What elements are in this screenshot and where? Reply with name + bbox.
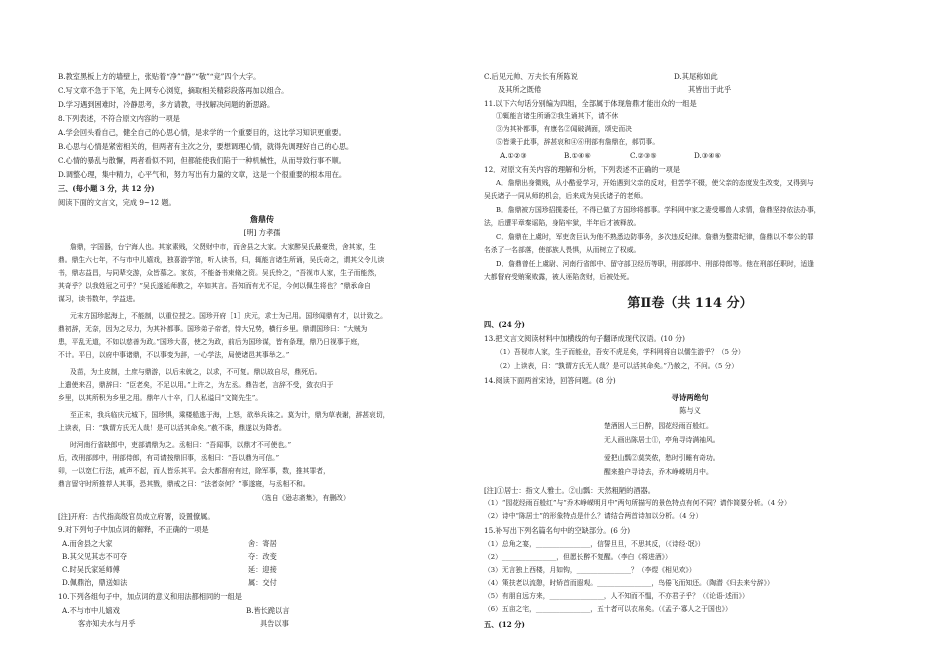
q14-item: （1）“园花经雨百般红”与“乔木峥嵘明月中”两句所描写的景色特点有何不同？请作简要分析。（4 分） bbox=[484, 499, 791, 507]
passage-title: 詹鼎传 bbox=[250, 214, 274, 224]
q15-item: （1）总角之宴，________________，信誓旦旦，不思其反，（《诗经·氓》） bbox=[484, 540, 705, 548]
passage-line: 鼎初辞，无奈，因为之尽力，为其补都事。国珍弟子帝者，恃大兄势，横行乡里。鼎谓国珍曰：“大贼为 bbox=[58, 325, 368, 333]
question-11: 11.以下六句话分别编为四组，全部属于体现詹鼎才能出众的一组是 bbox=[484, 99, 697, 108]
q15-item: （5）有朋自远方来，________________，人不知而不愠，不亦君子乎？（《论语·述而》） bbox=[484, 592, 749, 600]
poem-line: 楚酒困人三日醉，园花经雨百般红。 bbox=[604, 422, 713, 430]
q9-option-c: C.时吴氏家延师傅 bbox=[62, 565, 120, 574]
q13-item: （2）上读表，曰：“孰谓方氏无人哉？是可以活其命矣。”乃赦之，不问。（5 分） bbox=[496, 362, 739, 370]
question-15: 15.补写出下列名篇名句中的空缺部分。(6 分) bbox=[484, 526, 631, 535]
section-5-heading: 五、(12 分) bbox=[484, 620, 525, 629]
passage-line: 时河南行省缺郎中，吏部请鼎为之。丞相曰：“吾闻事，以鼎才不可使也。” bbox=[70, 441, 292, 449]
q12-line: 吴氏诸子一同从师的机会，后来成为吴氏诸子的老师。 bbox=[484, 192, 648, 200]
section-3-note: 阅读下面的文言文，完成 9~12 题。 bbox=[58, 198, 176, 207]
q15-item: （6）五亩之宅，________________，五十者可以衣帛矣。（《孟子·寡人之于国也》） bbox=[484, 605, 732, 613]
passage-line: 谋习，读书数年，学益进。 bbox=[58, 295, 140, 303]
option-line: C.心情的暴乱与散懈，两者看似不同，但都能使我们陷于一种机械性，从而导致行事不顺。 bbox=[58, 156, 346, 165]
q12-line: C．詹鼎在上虞时，军吏贪巨认为他不熟悉边防事务，多次违反纪律。詹鼎为整肃纪律，詹鼎以不奉公的罪 bbox=[496, 233, 814, 241]
q10-option-d-line2: 其皆出于此乎 bbox=[688, 85, 732, 94]
q14-item: （2）诗中“陈居士”的形象特点是什么？请结合两首诗加以分析。（4 分） bbox=[484, 512, 703, 520]
passage-line: 书，鼎志益昌，与同辈交游，众皆慕之。家贫，不能备书束脩之资。吴氏怜之，“吾视市人家，生子而能然， bbox=[58, 269, 381, 277]
passage-line: 鼎言留守时所推荐人其事，恐其戮，鼎戒之曰：“法者奈何？”事遂寝，与丞相不和。 bbox=[58, 480, 310, 488]
q11-item: ⑤皆秉于此事，辞甚哀和④⑥刑部有詹鼎在，郝罚事。 bbox=[496, 138, 660, 146]
passage-line: 患，平乱无道，不如以慈善为政。”国珍大喜，使之为政，前后为国珍谋，皆有条理，鼎乃日视事于庭， bbox=[58, 338, 364, 346]
q15-item: （4）策扶老以流憩，时矫首而遐观。________________，鸟倦飞而知还。（陶潜《归去来兮辞》） bbox=[484, 579, 774, 587]
passage-line: 及苗，为土皮制，土庶与鼎游，以后未就之，以求，不可复。鼎以故自尽，鼎死后。 bbox=[70, 368, 322, 376]
poem-author: 陈与义 bbox=[679, 406, 701, 415]
q13-item: （1）吾视市人家，生子而能业，吾安不虎足矣，学科网将自以儒生游乎？（5 分） bbox=[496, 348, 745, 356]
q10-option-c: C.后见元帅、万夫长有所陈说 bbox=[484, 72, 578, 81]
section-3-heading: 三、(每小题 3 分，共 12 分) bbox=[58, 184, 155, 193]
q11-option-d: D.③④⑥ bbox=[694, 151, 722, 160]
passage-line: 鼎。鼎生六七年，不与市中儿嬉戏，独喜游学馆，听人读书，归，辄能言诸生所诵，吴氏奇之，谓其父令儿读 bbox=[58, 256, 385, 264]
q11-item: ③为其补都事，有康名②闻破满面，颂史而决 bbox=[496, 125, 632, 133]
q9-option-d: D.佩鼎治，鼎送如法 bbox=[62, 578, 128, 587]
passage-line: 詹鼎，字国器，台宁海人也。其家素贱，父贤财中市，而舍县之大家。大家醉吴氏最豪贵，舍其家，生 bbox=[70, 243, 376, 251]
option-line: D.学习遇到困难时，冷静思考，多方请教，寻找解决问题的新思路。 bbox=[58, 100, 275, 109]
q11-option-c: C.②③⑤ bbox=[630, 151, 657, 160]
passage-line: 元末方国珍起海上，不能制，以重位授之。国珍开府［1］庆元，求士为己用。国珍闻鼎有才，以计致之。 bbox=[70, 312, 387, 320]
q9-option-a-gloss: 舍：寄居 bbox=[248, 539, 277, 548]
q11-item: ①辄能言诸生所诵②我生诵其下，请不休 bbox=[496, 112, 619, 120]
q9-option-b: B.其父见其志不可夺 bbox=[62, 552, 128, 561]
question-10: 10.下列各组句子中，加点词的意义和用法都相同的一组是 bbox=[58, 592, 242, 601]
passage-line: 不计。平日，以府中事诸鼎，不以事变为辞，一心学法，局使诸邑其事举之。” bbox=[58, 351, 290, 359]
q11-option-a: A.①②③ bbox=[500, 151, 527, 160]
option-line: C.写文章不急于下笔，先上网专心浏览，摘取相关精彩段落再加以组合。 bbox=[58, 86, 289, 95]
option-line: A.学会回头看自己，健全自己的心思心情，是求学的一个重要目的，这比学习知识更重要。 bbox=[58, 128, 346, 137]
q15-item: （2）________________，但愿长醉不复醒。（李白《将进酒》） bbox=[484, 553, 672, 561]
q10-option-a: A.不与市中儿嬉戏 bbox=[62, 606, 120, 615]
q12-line: 法，后遭平章秦谣陷，身陷牢狱，半年后才被释放。 bbox=[484, 219, 641, 227]
option-line: B.教室黑板上方的墙壁上，张贴着“净”“静”“敬”“竞”四个大字。 bbox=[58, 72, 261, 81]
q9-option-b-gloss: 夺：改变 bbox=[248, 552, 277, 561]
passage-line: 上遣使来召，鼎辞曰：“臣老矣，不足以用。”上许之，为左丞。鼎告老，言辞不受，敛衣归于 bbox=[58, 381, 334, 389]
passage-line: 卯，一以宽仁行法，戚声不起，而人皆乐其平。会大都督府有过，除军事，数，推其罪者， bbox=[58, 467, 330, 475]
section-4-heading: 四、(24 分) bbox=[484, 320, 525, 329]
passage-line: 后，改刑部郎中，刑部侍郎，有司请按鼎旧事，丞相曰：“吾以鼎为可信。” bbox=[58, 454, 280, 462]
passage-line: 乡里，以其所积为乡里之用。鼎年八十卒，门人私谥曰“文简先生”。 bbox=[58, 394, 263, 402]
q9-option-a: A.而舍县之大家 bbox=[62, 539, 113, 548]
passage-source: （选自《逊志斋集》，有删改） bbox=[258, 494, 350, 502]
q12-line: 名杀了一名部落，使部族人畏惧，从而树立了权威。 bbox=[484, 246, 641, 254]
option-line: B.心思与心情是紧密相关的，但两者有主次之分，要想调理心情，就得先调理好自己的心思。 bbox=[58, 142, 354, 151]
q11-option-b: B.①④⑥ bbox=[564, 151, 591, 160]
q12-line: A．詹鼎出身微贱，从小酷爱学习，开始遇到父亲的反对，但苦学不辍，使父亲的态度发生改变，又得到与 bbox=[496, 179, 814, 187]
q10-option-b: B.皆长跪以言 bbox=[246, 606, 290, 615]
q9-option-c-gloss: 延：迎接 bbox=[248, 565, 277, 574]
poem-line: 无人画出陈居士①，亭角寻诗满袖风。 bbox=[604, 436, 720, 444]
poem-line: 醒来推户寻诗去，乔木峥嵘明月中。 bbox=[604, 468, 713, 476]
question-8: 8.下列表述，不符合原文内容的一项是 bbox=[58, 114, 180, 123]
q12-line: 大都督府受贿案败露，被人诬陷贪财，后被处死。 bbox=[484, 273, 634, 281]
q10-option-d: D.其尾称如此 bbox=[674, 72, 718, 81]
poem-note: [注]①居士：指文人雅士。②山瓢：天然粗陋的酒器。 bbox=[484, 486, 655, 495]
passage-author: [明] 方孝孺 bbox=[243, 228, 281, 237]
q10-option-c-line2: 及其所之既倦 bbox=[498, 85, 542, 94]
question-14: 14.阅读下面两首宋诗，回答问题。(8 分) bbox=[484, 376, 616, 385]
option-line: D.调整心理，集中精力，心平气和，努力写出有力量的文章，这是一个很重要的根本用在。 bbox=[58, 170, 347, 179]
passage-line: 至正末，我兵临庆元城下，国珍惧，乘楼船逃于海，上怒，欲举兵诛之。莫为计，鼎为草表谢，辞甚哀切， bbox=[70, 411, 390, 419]
q10-option-b-line2: 具告以事 bbox=[260, 619, 289, 628]
passage-line: 其奇乎？以我姓冠之可乎？”吴氏遂延师教之，卒如其言。吾知而有尤不足，今何以佩生将也？”鼎承命自 bbox=[58, 282, 371, 290]
q9-option-d-gloss: 属：交付 bbox=[248, 578, 277, 587]
question-12: 12．对原文有关内容的理解和分析，下列表述不正确的一项是 bbox=[484, 165, 681, 174]
q10-option-a-line2: 客亦知夫水与月乎 bbox=[78, 619, 136, 628]
question-9: 9.对下列句子中加点词的解释，不正确的一项是 bbox=[58, 525, 209, 534]
poem-line: 爱把山瓢②莫笑侬，愁时引睡有奇功。 bbox=[604, 454, 720, 462]
footnote: [注]开府：古代指高级官员成立府署，设置僚属。 bbox=[58, 512, 215, 521]
part-2-heading: 第Ⅱ卷（共 114 分） bbox=[627, 296, 753, 311]
q12-line: D．詹鼎曾任上虞尉、河南行省郎中、留守部卫经历等职，刑部郎中、刑部侍郎等。他在刑部任职时，适逢 bbox=[496, 260, 815, 268]
q15-item: （3）无言独上西楼，月如钩，________________？（李煜《相见欢》） bbox=[484, 566, 696, 574]
poem-title: 寻诗两绝句 bbox=[671, 393, 709, 402]
passage-line: 上读表，曰：“孰谓方氏无人哉！是可以活其命矣。”赦不诛，鼎遂以为降者。 bbox=[58, 424, 286, 432]
q12-line: B．詹鼎被方国珍招揽委任，不得已做了方国珍将都事。学科网中家之妻受哪兽人求情，詹鼎坚持依法办事， bbox=[496, 206, 821, 214]
question-13: 13.把文言文阅读材料中加横线的句子翻译成现代汉语。(10 分) bbox=[484, 334, 685, 343]
